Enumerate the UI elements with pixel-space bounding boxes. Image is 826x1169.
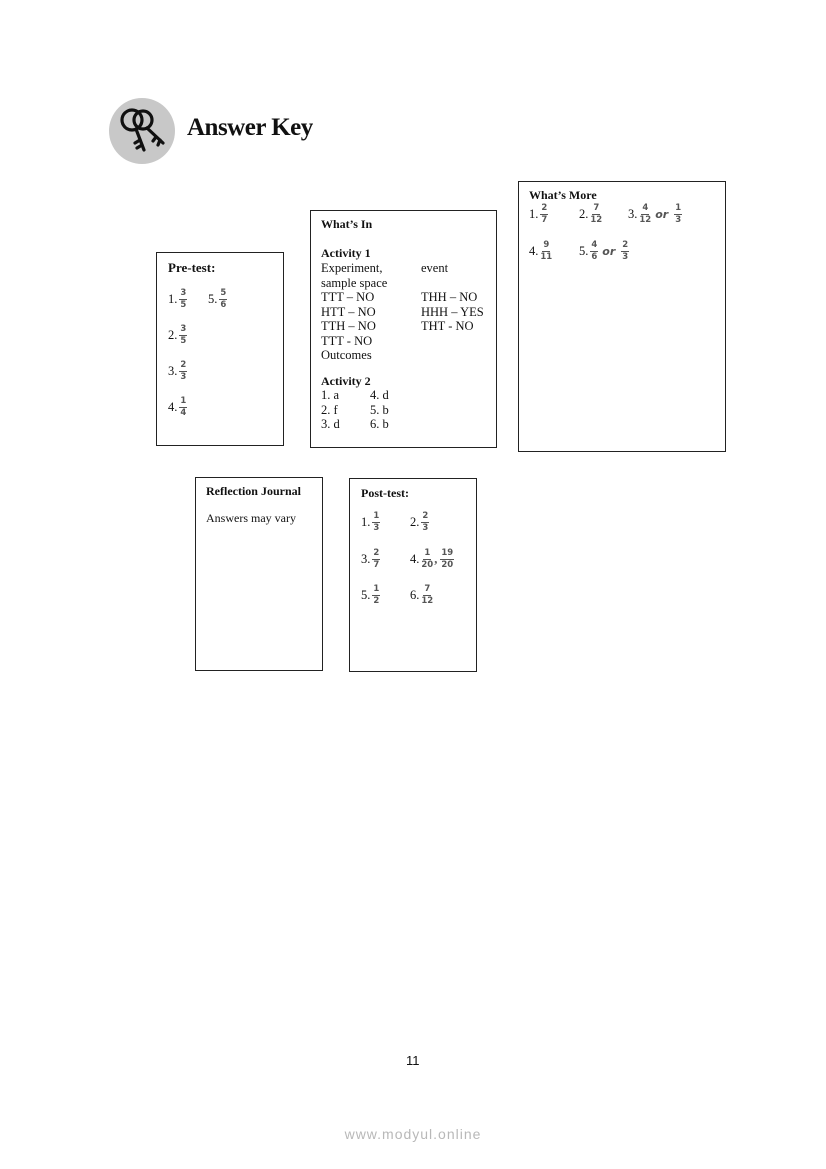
pretest-item-4: 4. $\frac{1}{4}$	[168, 396, 187, 418]
whats-more-title: What’s More	[529, 188, 597, 202]
activity2-title: Activity 2	[321, 374, 371, 388]
reflection-box	[195, 477, 323, 671]
pretest-item-1: 1. $\frac{3}{5}$	[168, 288, 187, 310]
reflection-text: Answers may vary	[206, 511, 296, 525]
pretest-title: Pre-test:	[168, 260, 216, 275]
activity1-right-col: event THH – NO HHH – YES THT - NO	[421, 261, 484, 333]
pretest-item-2: 2. $\frac{3}{5}$	[168, 324, 187, 346]
whats-in-title: What’s In	[321, 217, 373, 231]
whats-more-item-4: 4. $\frac{9}{11}$	[529, 240, 553, 262]
activity2-left-col: 1. a 2. f 3. d	[321, 388, 340, 431]
pretest-item-5: 5. $\frac{5}{6}$	[208, 288, 227, 310]
keys-icon	[109, 98, 175, 164]
posttest-item-6: 6. $\frac{7}{12}$	[410, 584, 434, 606]
pretest-box	[156, 252, 284, 446]
whats-more-item-3: 3. $\frac{4}{12}$ or $\frac{1}{3}$	[628, 203, 682, 225]
activity2-right-col: 4. d 5. b 6. b	[370, 388, 389, 431]
whats-in-box	[310, 210, 497, 448]
posttest-item-5: 5. $\frac{1}{2}$	[361, 584, 380, 606]
whats-more-box	[518, 181, 726, 452]
page-title: Answer Key	[187, 114, 313, 141]
activity1-title: Activity 1	[321, 246, 371, 260]
posttest-item-4: 4. $\frac{1}{20}$ , $\frac{19}{20}$	[410, 548, 454, 570]
posttest-item-2: 2. $\frac{2}{3}$	[410, 511, 429, 533]
whats-more-item-5: 5. $\frac{4}{6}$ or $\frac{2}{3}$	[579, 240, 629, 262]
posttest-item-1: 1. $\frac{1}{3}$	[361, 511, 380, 533]
whats-more-item-2: 2. $\frac{7}{12}$	[579, 203, 603, 225]
whats-more-item-1: 1. $\frac{2}{7}$	[529, 203, 548, 225]
activity1-left-col: Experiment, sample space TTT – NO HTT – NO TTH – NO TTT - NO Outcomes	[321, 261, 388, 362]
posttest-item-3: 3. $\frac{2}{7}$	[361, 548, 380, 570]
reflection-title: Reflection Journal	[206, 484, 301, 498]
footer-watermark: www.modyul.online	[344, 1126, 482, 1142]
posttest-box	[349, 478, 477, 672]
page-number: 11	[406, 1053, 420, 1068]
pretest-item-3: 3. $\frac{2}{3}$	[168, 360, 187, 382]
posttest-title: Post-test:	[361, 486, 409, 500]
